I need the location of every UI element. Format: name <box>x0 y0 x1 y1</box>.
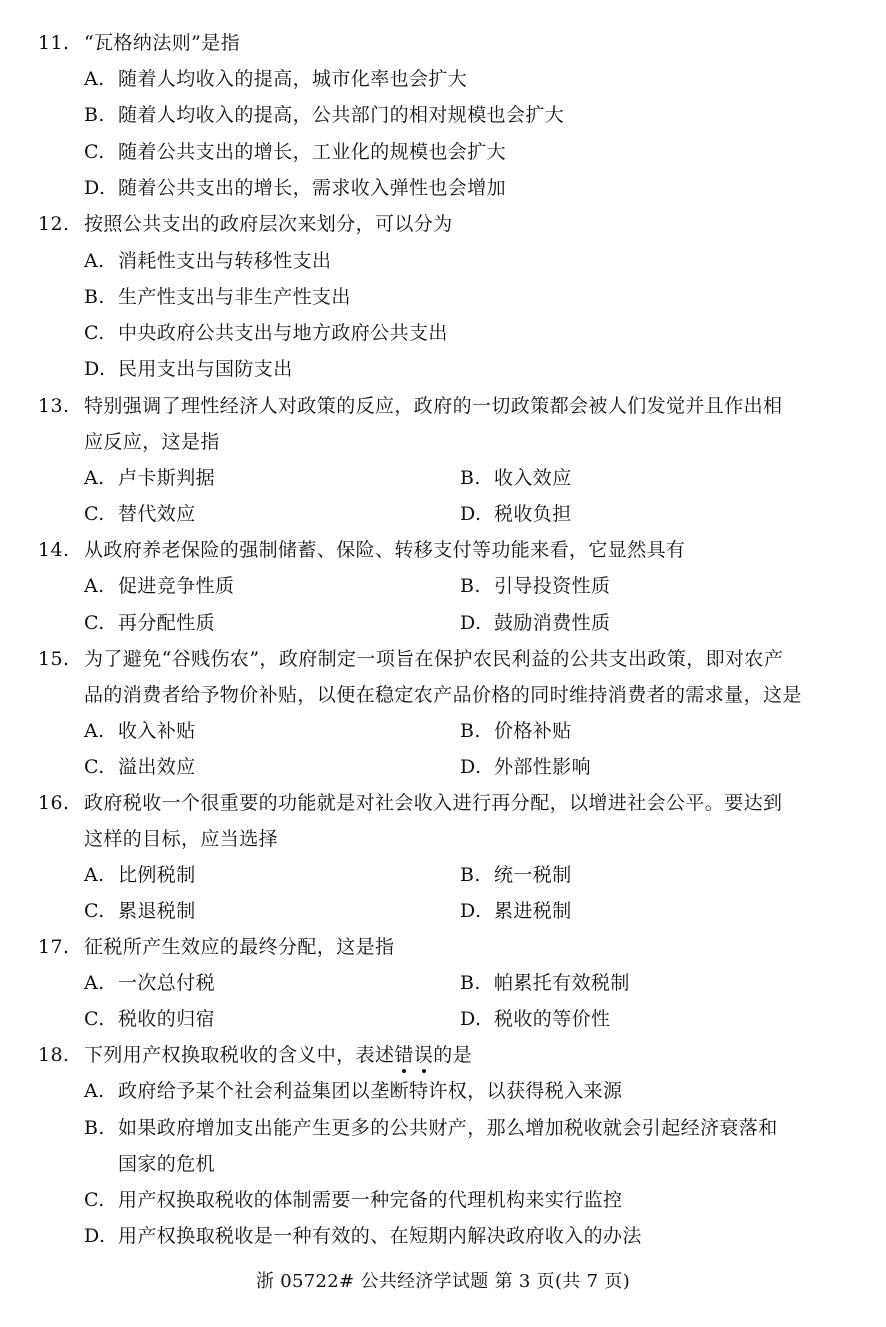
question-15-stem-cont <box>84 683 802 707</box>
option-text: 国家的危机 <box>118 1153 216 1175</box>
option-letter: C. <box>84 1189 105 1211</box>
question-number: 15. <box>38 648 70 670</box>
option-text: 比例税制 <box>118 864 196 886</box>
question-text: 政府税收一个很重要的功能就是对社会收入进行再分配，以增进社会公平。要达到 <box>84 792 783 814</box>
option-18-b <box>84 1116 778 1140</box>
option-11-d <box>84 176 506 200</box>
question-number: 11. <box>38 32 70 54</box>
option-text: 随着公共支出的增长，需求收入弹性也会增加 <box>118 177 507 199</box>
option-12-c <box>84 321 448 345</box>
option-text: 收入效应 <box>494 467 572 489</box>
option-11-c <box>84 140 506 164</box>
option-18-a <box>84 1079 622 1103</box>
option-letter: B. <box>460 575 481 597</box>
option-letter: A. <box>84 575 105 597</box>
option-11-b <box>84 103 564 127</box>
option-text: 税收的归宿 <box>118 1008 216 1030</box>
page-footer: 浙 05722# 公共经济学试题 第 3 页(共 7 页) <box>255 1271 631 1292</box>
option-text: 累进税制 <box>494 900 572 922</box>
option-text: 价格补贴 <box>494 720 572 742</box>
option-15-d <box>460 755 591 779</box>
option-text: 再分配性质 <box>118 612 216 634</box>
option-text: 鼓励消费性质 <box>494 612 611 634</box>
option-17-a <box>84 971 215 995</box>
option-16-b <box>460 863 572 887</box>
option-12-a <box>84 249 331 273</box>
option-text: 用产权换取税收的体制需要一种完备的代理机构来实行监控 <box>118 1189 623 1211</box>
option-16-c <box>84 899 196 923</box>
option-18-d <box>84 1224 642 1248</box>
option-letter: A. <box>84 68 105 90</box>
question-15-stem <box>38 647 783 671</box>
question-text: 征税所产生效应的最终分配，这是指 <box>84 936 395 958</box>
option-text: 溢出效应 <box>118 756 196 778</box>
option-17-d <box>460 1007 610 1031</box>
option-letter: B. <box>84 104 105 126</box>
question-13-stem <box>38 394 782 418</box>
option-text: 如果政府增加支出能产生更多的公共财产，那么增加税收就会引起经济衰落和 <box>118 1117 778 1139</box>
option-text: 随着人均收入的提高，城市化率也会扩大 <box>118 68 468 90</box>
option-letter: A. <box>84 250 105 272</box>
option-letter: A. <box>84 864 105 886</box>
option-letter: B. <box>460 864 481 886</box>
option-14-d <box>460 611 610 635</box>
option-text: 引导投资性质 <box>494 575 611 597</box>
option-letter: B. <box>460 467 481 489</box>
question-text: 从政府养老保险的强制储蓄、保险、转移支付等功能来看，它显然具有 <box>84 539 686 561</box>
option-13-c <box>84 502 196 526</box>
option-16-d <box>460 899 572 923</box>
option-letter: B. <box>84 286 105 308</box>
option-text: 税收的等价性 <box>494 1008 611 1030</box>
option-14-c <box>84 611 215 635</box>
option-text: 中央政府公共支出与地方政府公共支出 <box>118 322 448 344</box>
question-text: 特别强调了理性经济人对政策的反应，政府的一切政策都会被人们发觉并且作出相 <box>84 395 783 417</box>
question-number: 17. <box>38 936 70 958</box>
question-number: 13. <box>38 395 70 417</box>
option-text: 政府给予某个社会利益集团以垄断特许权，以获得税入来源 <box>118 1080 623 1102</box>
question-text: 这样的目标，应当选择 <box>84 828 279 850</box>
option-14-b <box>460 574 610 598</box>
option-letter: D. <box>84 1225 106 1247</box>
option-letter: C. <box>84 1008 105 1030</box>
option-text: 促进竞争性质 <box>118 575 235 597</box>
option-16-a <box>84 863 196 887</box>
option-17-c <box>84 1007 215 1031</box>
option-text: 卢卡斯判据 <box>118 467 216 489</box>
question-16-stem <box>38 791 782 815</box>
option-17-b <box>460 971 630 995</box>
question-13-stem-cont <box>84 430 220 454</box>
question-number: 18. <box>38 1044 70 1066</box>
option-letter: D. <box>84 358 106 380</box>
question-number: 12. <box>38 213 70 235</box>
question-number: 16. <box>38 792 70 814</box>
option-letter: B. <box>460 720 481 742</box>
option-letter: A. <box>84 972 105 994</box>
emphasized-char: 错 <box>394 1044 414 1066</box>
option-14-a <box>84 574 234 598</box>
option-text: 生产性支出与非生产性支出 <box>118 286 351 308</box>
option-letter: D. <box>460 503 482 525</box>
option-letter: C. <box>84 322 105 344</box>
option-text: 收入补贴 <box>118 720 196 742</box>
option-text: 随着公共支出的增长，工业化的规模也会扩大 <box>118 141 507 163</box>
option-letter: C. <box>84 141 105 163</box>
option-15-b <box>460 719 572 743</box>
option-18-b-cont <box>118 1152 215 1176</box>
option-text: 外部性影响 <box>494 756 592 778</box>
option-text: 民用支出与国防支出 <box>118 358 293 380</box>
option-12-b <box>84 285 351 309</box>
option-text: 随着人均收入的提高，公共部门的相对规模也会扩大 <box>118 104 565 126</box>
option-13-a <box>84 466 215 490</box>
option-letter: B. <box>84 1117 105 1139</box>
question-11-stem <box>38 31 240 55</box>
option-letter: A. <box>84 1080 105 1102</box>
option-letter: C. <box>84 503 105 525</box>
question-text: 为了避免“谷贱伤农”，政府制定一项旨在保护农民利益的公共支出政策，即对农产 <box>84 648 784 670</box>
option-text: 用产权换取税收是一种有效的、在短期内解决政府收入的办法 <box>118 1225 642 1247</box>
option-18-c <box>84 1188 622 1212</box>
option-15-c <box>84 755 196 779</box>
option-letter: B. <box>460 972 481 994</box>
option-13-b <box>460 466 572 490</box>
option-text: 税收负担 <box>494 503 572 525</box>
emphasized-char: 误 <box>413 1044 434 1066</box>
question-text: 下列用产权换取税收的含义中，表述 <box>84 1044 395 1066</box>
option-text: 统一税制 <box>494 864 572 886</box>
question-text: 按照公共支出的政府层次来划分，可以分为 <box>84 213 453 235</box>
option-letter: C. <box>84 612 105 634</box>
option-letter: D. <box>460 756 482 778</box>
option-text: 一次总付税 <box>118 972 216 994</box>
option-11-a <box>84 67 467 91</box>
question-14-stem <box>38 538 685 562</box>
question-text: 应反应，这是指 <box>84 431 220 453</box>
option-text: 帕累托有效税制 <box>494 972 630 994</box>
option-13-d <box>460 502 572 526</box>
question-12-stem <box>38 212 453 236</box>
option-text: 累退税制 <box>118 900 196 922</box>
option-letter: D. <box>460 1008 482 1030</box>
option-letter: D. <box>84 177 106 199</box>
question-text: 品的消费者给予物价补贴，以便在稳定农产品价格的同时维持消费者的需求量，这是 <box>84 684 802 706</box>
option-letter: D. <box>460 900 482 922</box>
option-letter: D. <box>460 612 482 634</box>
option-letter: C. <box>84 756 105 778</box>
option-text: 替代效应 <box>118 503 196 525</box>
question-17-stem <box>38 935 394 959</box>
question-16-stem-cont <box>84 827 278 851</box>
option-letter: A. <box>84 720 105 742</box>
option-letter: C. <box>84 900 105 922</box>
question-text: 的是 <box>433 1044 473 1066</box>
question-text: “瓦格纳法则”是指 <box>84 32 241 54</box>
option-text: 消耗性支出与转移性支出 <box>118 250 332 272</box>
question-number: 14. <box>38 539 70 561</box>
option-15-a <box>84 719 196 743</box>
question-18-stem <box>38 1043 472 1067</box>
option-letter: A. <box>84 467 105 489</box>
option-12-d <box>84 357 293 381</box>
